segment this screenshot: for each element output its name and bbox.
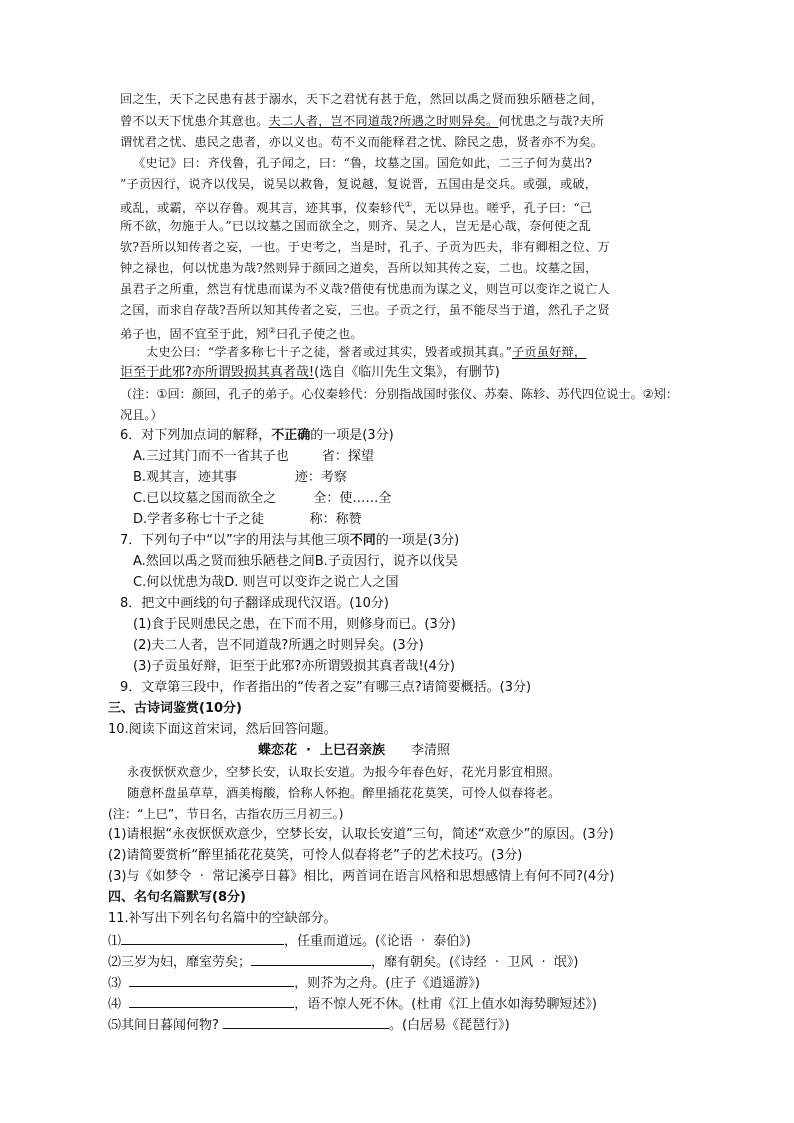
answer-blank[interactable] bbox=[223, 1015, 389, 1029]
passage-line bbox=[146, 343, 586, 361]
fill-text: ⑸其间日暮闻何物? bbox=[108, 1018, 219, 1033]
fill-text: ，语不惊人死不休。(杜甫《江上值水如海势聊短述》) bbox=[294, 997, 597, 1012]
underlined-sentence: 夫二人者，岂不同道哉?所遇之时则异矣。 bbox=[268, 114, 499, 128]
sub-question: (2)请简要赏析“醉里插花花莫笑，可怜人似春将老”子的艺术技巧。(3分) bbox=[108, 848, 523, 863]
option-d: D.学者多称七十子之徒 称：称赞 bbox=[133, 512, 362, 527]
fill-line-4 bbox=[108, 994, 597, 1014]
passage-line bbox=[120, 196, 592, 217]
sub-question: (2)夫二人者，岂不同道哉?所遇之时则异矣。(3分) bbox=[133, 638, 424, 653]
sub-question: (3)与《如梦令 · 常记溪亭日暮》相比，两首词在语言风格和思想感情上有何不同?(4分) bbox=[108, 869, 615, 884]
fill-text: ，靡有朝矣。(《诗经 · 卫风 · 氓》) bbox=[371, 955, 579, 970]
question-10: 10.阅读下面这首宋词，然后回答问题。 bbox=[108, 722, 337, 737]
poem-line: 随意杯盘虽草草，酒美梅酸，恰称人怀抱。醉里插花花莫笑，可怜人似春将老。 bbox=[127, 786, 561, 800]
fill-text: ⑵三岁为妇，靡室劳矣； bbox=[108, 955, 252, 970]
sub-question: (1)请根据“永夜恹恹欢意少，空梦长安，认取长安道”三句，简述“欢意少”的原因。(3分) bbox=[108, 827, 614, 842]
option-ab: A.然回以禹之贤而独乐陋巷之间B.子贡因行，说齐以伐吴 bbox=[133, 554, 458, 569]
option-c: C.已以坟墓之国而欲全之 全：使……全 bbox=[133, 491, 392, 506]
source-citation: (选自《临川先生文集》，有删节) bbox=[314, 365, 500, 380]
fill-text: 。(白居易《琵琶行》) bbox=[389, 1018, 510, 1033]
fill-line-5 bbox=[108, 1015, 510, 1035]
fill-line-2 bbox=[108, 952, 578, 972]
passage-text: 曰孔子使之也。 bbox=[276, 327, 363, 342]
poem-title: 蝶恋花 · 上巳召亲族 bbox=[258, 743, 386, 758]
question-text: 7．下列句子中“以”字的用法与其他三项 bbox=[120, 533, 350, 548]
fill-line-3 bbox=[108, 973, 480, 993]
passage-line: 所不欲，勿施于人。”已以坟墓之国而欲全之，则齐、吴之人，岂无是心哉，奈何使之乱 bbox=[120, 219, 592, 233]
answer-blank[interactable] bbox=[121, 931, 284, 945]
footnote-marker: ② bbox=[268, 326, 277, 335]
emphasis-text: 不正确 bbox=[271, 428, 311, 443]
passage-text: 弟子也，固不宜至于此，矧 bbox=[120, 327, 269, 342]
passage-text: ，无以异也。嗟乎，孔子曰：“己 bbox=[412, 201, 593, 216]
fill-text: ，任重而道远。(《论语 · 泰伯》) bbox=[284, 934, 471, 949]
underlined-sentence: 子贡虽好辩， bbox=[512, 345, 587, 359]
poem-line: 永夜恹恹欢意少，空梦长安，认取长安道。为报今年春色好，花光月影宜相照。 bbox=[127, 765, 561, 779]
passage-line: 《史记》曰：齐伐鲁，孔子闻之，曰：“鲁，坟墓之国。国危如此，二三子何为莫出? bbox=[133, 156, 593, 170]
option-cd: C.何以忧患为哉D. 则岂可以变诈之说亡人之国 bbox=[133, 575, 399, 590]
fill-text: ⑷ bbox=[108, 997, 122, 1012]
fill-text: ⑶ bbox=[108, 976, 122, 991]
annotation-note: 况且。） bbox=[120, 408, 163, 422]
underlined-sentence: 讵至于此邪?亦所谓毁损其真者哉! bbox=[120, 365, 315, 380]
passage-line: 谓忧君之忧、患民之患者，亦以义也。苟不义而能释君之忧、除民之患，贤者亦不为矣。 bbox=[120, 135, 604, 149]
poem-author: 李清照 bbox=[411, 743, 451, 758]
question-6 bbox=[120, 427, 394, 445]
sub-question: (1)食于民则患民之患，在下而不用，则修身而已。(3分) bbox=[133, 617, 456, 632]
passage-line bbox=[120, 364, 500, 382]
passage-text: 曾不以天下忧患介其意也。 bbox=[120, 114, 269, 128]
question-11: 11.补写出下列名句名篇中的空缺部分。 bbox=[108, 911, 337, 926]
passage-line: 虽君子之所重，然岂有忧患而谋为不义哉?借使有忧患而为谋之义，则岂可以变诈之说亡人 bbox=[120, 282, 610, 296]
answer-blank[interactable] bbox=[251, 952, 371, 966]
answer-blank[interactable] bbox=[129, 973, 294, 987]
annotation-note: （注：①回：颜回，孔子的弟子。心仪秦轸代：分别指战国时张仪、苏秦、陈轸、苏代四位说士。②矧： bbox=[120, 387, 679, 401]
passage-line: ”子贡因行，说齐以伐吴，说吴以救鲁，复说越，复说晋，五国由是交兵。或强，或破， bbox=[120, 177, 598, 191]
passage-line: 钟之禄也，何以忧患为哉?然则异于颜回之道矣，吾所以知其传之妄，二也。坟墓之国， bbox=[120, 261, 598, 275]
emphasis-text: 不同 bbox=[349, 533, 376, 548]
sub-question: (3)子贡虽好辩，讵至于此邪?亦所谓毁损其真者哉!(4分) bbox=[133, 659, 455, 674]
poem-heading bbox=[258, 742, 450, 760]
passage-line: 之国，而求自存哉?吾所以知其传者之妄，三也。子贡之行，虽不能尽当于道，然孔子之贤 bbox=[120, 303, 610, 317]
option-b: B.观其言，迹其事 迹：考察 bbox=[133, 470, 347, 485]
passage-line: 回之生，天下之民患有甚于溺水，天下之君忧有甚于危，然回以禹之贤而独乐陋巷之间， bbox=[120, 92, 604, 106]
question-text: 6．对下列加点词的解释， bbox=[120, 428, 272, 443]
passage-line bbox=[120, 112, 604, 130]
answer-blank[interactable] bbox=[129, 994, 294, 1008]
option-a: A.三过其门而不一省其子也 省：探望 bbox=[133, 449, 374, 464]
question-7 bbox=[120, 532, 459, 550]
passage-text: 或乱，或霸，卒以存鲁。观其言，迹其事，仪秦轸代 bbox=[120, 201, 405, 216]
passage-text: 何忧患之与哉?夫所 bbox=[498, 114, 605, 128]
passage-line: 欤?吾所以知传者之妄，一也。于史考之，当是时，孔子、子贡为匹夫，非有卿相之位、万 bbox=[120, 240, 610, 254]
question-text: 的一项是(3分) bbox=[310, 428, 394, 443]
fill-text: ，则芥为之舟。(庄子《逍遥游》) bbox=[294, 976, 480, 991]
fill-line-1: ⑴ ，任重而道远。(《论语 · 泰伯》) bbox=[108, 931, 471, 951]
question-text: 的一项是(3分) bbox=[375, 533, 460, 548]
annotation-note: (注：“上巳”，节日名，古指农历三月初三。) bbox=[108, 807, 344, 821]
footnote-marker: ① bbox=[404, 200, 413, 209]
question-9: 9．文章第三段中，作者指出的“传者之妄”有哪三点?请简要概括。(3分) bbox=[120, 680, 532, 695]
passage-text: 太史公曰：“学者多称七十子之徒，誉者或过其实，毁者或损其真。” bbox=[146, 345, 512, 359]
passage-line bbox=[120, 322, 363, 343]
question-8: 8．把文中画线的句子翻译成现代汉语。(10分) bbox=[120, 596, 389, 611]
section-heading: 三、古诗词鉴赏(10分) bbox=[108, 701, 242, 716]
section-heading: 四、名句名篇默写(8分) bbox=[108, 890, 246, 905]
